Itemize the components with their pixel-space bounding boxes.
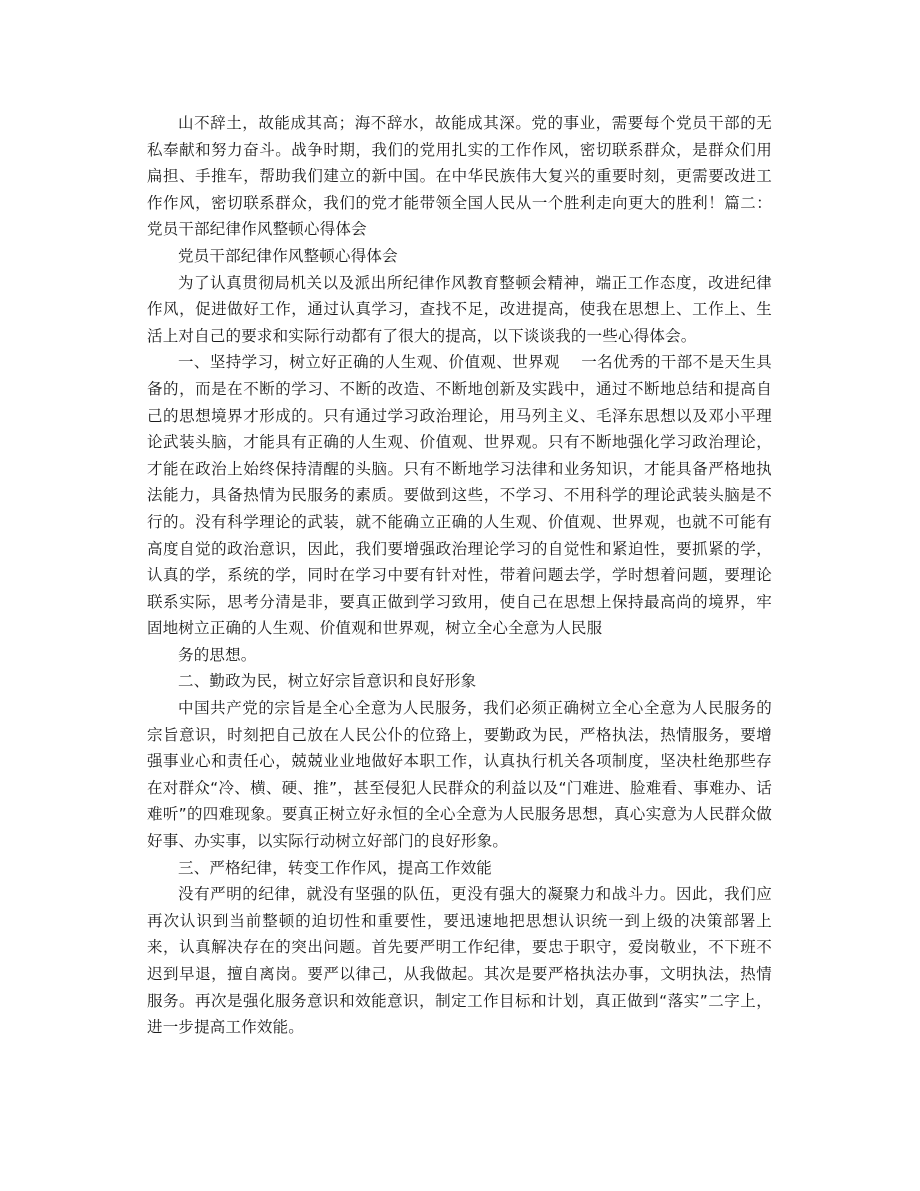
paragraph-intro: 山不辞土，故能成其高；海不辞水，故能成其深。党的事业，需要每个党员干部的无私奉献和努力奋斗。战争时期，我们的党用扎实的工作作风，密切联系群众，是群众们用扁担、手推车，帮助我们建立的新中国。在中华民族伟大复兴的重要时刻，更需要改进工作作风，密切联系群众，我们的党才能带领全国人民从一个胜利走向更大的胜利！篇二：党员干部纪律作风整顿心得体会 [147,114,772,239]
paragraph-point-two: 中国共产党的宗旨是全心全意为人民服务，我们必须正确树立全心全意为人民服务的宗旨意识，时刻把自己放在人民公仆的位臵上，要勤政为民，严格执法，热情服务，要增强事业心和责任心，兢兢业业地做好本职工作，认真执行机关各项制度，坚决杜绝那些存在对群众“冷、横、硬、推”，甚至侵犯人民群众的利益以及“门难进、脸难看、事难办、话难听”的四难现象。要真正树立好永恒的全心全意为人民服务思想，真心实意为人民群众做好事、办实事，以实际行动树立好部门的良好形象。 [147,699,772,851]
paragraph-point-one-continued: 务的思想。 [178,645,257,664]
paragraph-point-one: 一、坚持学习，树立好正确的人生观、价值观、世界观 一名优秀的干部不是天生具备的，而是在不断的学习、不断的改造、不断地创新及实践中，通过不断地总结和提高自己的思想境界才形成的。只有通过学习政治理论，用马列主义、毛泽东思想以及邓小平理论武装头脑，才能具有正确的人生观、价值观、世界观。只有不断地强化学习政治理论，才能在政治上始终保持清醒的头脑。只有不断地学习法律和业务知识，才能具备严格地执法能力，具备热情为民服务的素质。要做到这些，不学习、不用科学的理论武装头脑是不行的。没有科学理论的武装，就不能确立正确的人生观、价值观、世界观，也就不可能有高度自觉的政治意识，因此，我们要增强政治理论学习的自觉性和紧迫性，要抓紧的学，认真的学，系统的学，同时在学习中要有针对性，带着问题去学，学时想着问题，要理论联系实际，思考分清是非，要真正做到学习致用，使自己在思想上保持最高尚的境界，牢固地树立正确的人生观、价值观和世界观，树立全心全意为人民服 [147,353,772,638]
paragraph-point-three: 没有严明的纪律，就没有坚强的队伍，更没有强大的凝聚力和战斗力。因此，我们应再次认识到当前整顿的迫切性和重要性，要迅速地把思想认识统一到上级的决策部署上来，认真解决存在的突出问题。首先要严明工作纪律，要忠于职守，爱岗敬业，不下班不迟到早退，擅自离岗。要严以律己，从我做起。其次是要严格执法办事，文明执法，热情服务。再次是强化服务意识和效能意识，制定工作目标和计划，真正做到“落实”二字上，进一步提高工作效能。 [147,885,772,1037]
document-body [147,110,772,1041]
paragraph-purpose: 为了认真贯彻局机关以及派出所纪律作风教育整顿会精神，端正工作态度，改进纪律作风，促进做好工作，通过认真学习，查找不足，改进提高，使我在思想上、工作上、生活上对自己的要求和实际行动都有了很大的提高，以下谈谈我的一些心得体会。 [147,273,772,345]
heading-point-three: 三、严格纪律，转变工作作风，提高工作效能 [178,858,493,877]
section-title: 党员干部纪律作风整顿心得体会 [178,246,398,265]
heading-point-two: 二、勤政为民，树立好宗旨意识和良好形象 [178,672,477,691]
